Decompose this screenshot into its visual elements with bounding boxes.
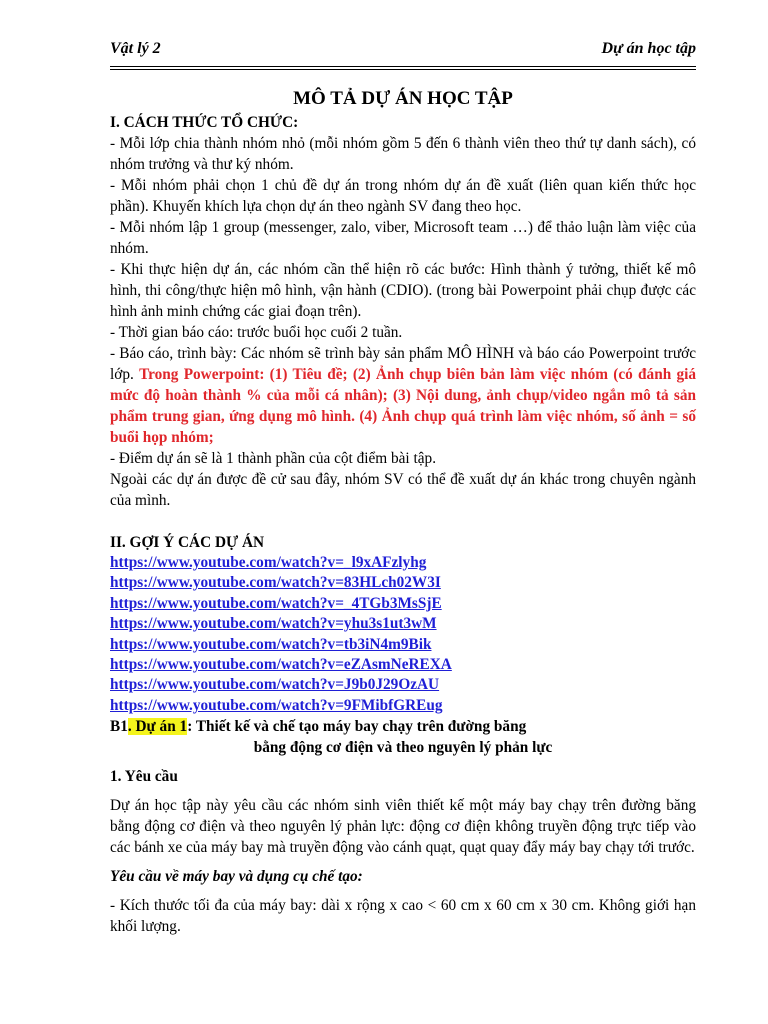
video-link[interactable]: https://www.youtube.com/watch?v=9FMibfGREug bbox=[110, 696, 443, 714]
paragraph: - Mỗi nhóm phải chọn 1 chủ đề dự án trong nhóm dự án đề xuất (liên quan kiến thức học phần). Khuyến khích lựa chọn dự án theo ngành SV đang theo học. bbox=[110, 177, 696, 215]
requirement-heading: 1. Yêu cầu bbox=[110, 768, 178, 786]
header-rule bbox=[110, 66, 696, 67]
spacer bbox=[110, 787, 696, 795]
spacer bbox=[110, 887, 696, 895]
header-subject: Vật lý 2 bbox=[110, 40, 161, 57]
video-link[interactable]: https://www.youtube.com/watch?v=eZAsmNeREXA bbox=[110, 656, 452, 674]
spacer bbox=[110, 858, 696, 866]
paragraph: - Mỗi lớp chia thành nhóm nhỏ (mỗi nhóm gồm 5 đến 6 thành viên theo thứ tự danh sách), có nhóm trưởng và thư ký nhóm. bbox=[110, 135, 696, 173]
document-body bbox=[110, 86, 696, 937]
project1-title bbox=[110, 716, 696, 737]
video-link[interactable]: https://www.youtube.com/watch?v=_4TGb3MsSjE bbox=[110, 594, 442, 612]
video-link[interactable]: https://www.youtube.com/watch?v=tb3iN4m9Bik bbox=[110, 635, 432, 653]
project-title-line1: : Thiết kế và chế tạo máy bay chạy trên đường băng bbox=[187, 718, 527, 736]
page-header bbox=[110, 40, 696, 58]
section1-heading: I. CÁCH THỨC TỔ CHỨC: bbox=[110, 114, 299, 131]
link-list bbox=[110, 553, 696, 716]
size-limit-text: - Kích thước tối đa của máy bay: dài x rộng x cao < 60 cm x 60 cm x 30 cm. Không giới hạn khối lượng. bbox=[110, 897, 696, 936]
header-rule-second bbox=[110, 69, 696, 70]
document-title: MÔ TẢ DỰ ÁN HỌC TẬP bbox=[293, 88, 513, 109]
powerpoint-requirements: Trong Powerpoint: (1) Tiêu đề; (2) Ảnh chụp biên bản làm việc nhóm (có đánh giá mức độ hoàn thành % của mỗi cá nhân); (3) Nội dung, ảnh chụp/video ngắn mô tả sản phẩm trung gian, ứng dụng mô hình. (4) Ảnh chụp quá trình làm việc nhóm, số ảnh = số buổi họp nhóm; bbox=[110, 366, 696, 446]
paragraph: - Khi thực hiện dự án, các nhóm cần thể hiện rõ các bước: Hình thành ý tưởng, thiết kế mô hình, thi công/thực hiện mô hình, vận hành (CDIO). (trong bài Powerpoint phải chụp được các hình ảnh minh chứng các giai đoạn trên). bbox=[110, 261, 696, 320]
paragraph: - Thời gian báo cáo: trước buổi học cuối 2 tuần. bbox=[110, 324, 403, 341]
plane-requirements-heading: Yêu cầu về máy bay và dụng cụ chế tạo: bbox=[110, 868, 363, 886]
project-highlight: . Dự án 1 bbox=[127, 718, 188, 736]
requirement-text: Dự án học tập này yêu cầu các nhóm sinh viên thiết kế một máy bay chạy trên đường băng bằng động cơ điện và theo nguyên lý phản lực: động cơ điện không truyền động trực tiếp vào các bánh xe của máy bay mà truyền động vào cánh quạt, quạt quay đẩy máy bay chạy tới trước. bbox=[110, 797, 696, 857]
spacer bbox=[110, 758, 696, 766]
paragraph: Ngoài các dự án được đề cử sau đây, nhóm SV có thể đề xuất dự án khác trong chuyên ngành của mình. bbox=[110, 471, 696, 509]
report-text: - Báo cáo, trình bày: Các nhóm sẽ trình bày sản phẩm MÔ HÌNH và báo cáo Powerpoint trước lớp. bbox=[110, 345, 696, 383]
video-link[interactable]: https://www.youtube.com/watch?v=J9b0J29OzAU bbox=[110, 676, 440, 694]
project-prefix: B1 bbox=[110, 718, 128, 736]
video-link[interactable]: https://www.youtube.com/watch?v=_l9xAFzlyhg bbox=[110, 554, 427, 571]
spacer bbox=[110, 511, 696, 532]
paragraph: - Điểm dự án sẽ là 1 thành phần của cột điểm bài tập. bbox=[110, 450, 437, 467]
video-link[interactable]: https://www.youtube.com/watch?v=83HLch02W3I bbox=[110, 574, 441, 592]
paragraph-report bbox=[110, 343, 696, 448]
video-link[interactable]: https://www.youtube.com/watch?v=yhu3s1ut3wM bbox=[110, 615, 437, 633]
header-doc-type: Dự án học tập bbox=[601, 40, 696, 57]
paragraph: - Mỗi nhóm lập 1 group (messenger, zalo, viber, Microsoft team …) để thảo luận làm việc của nhóm. bbox=[110, 219, 696, 257]
project1-title-line2: bằng động cơ điện và theo nguyên lý phản lực bbox=[253, 739, 553, 757]
section2-heading: II. GỢI Ý CÁC DỰ ÁN bbox=[110, 534, 265, 551]
